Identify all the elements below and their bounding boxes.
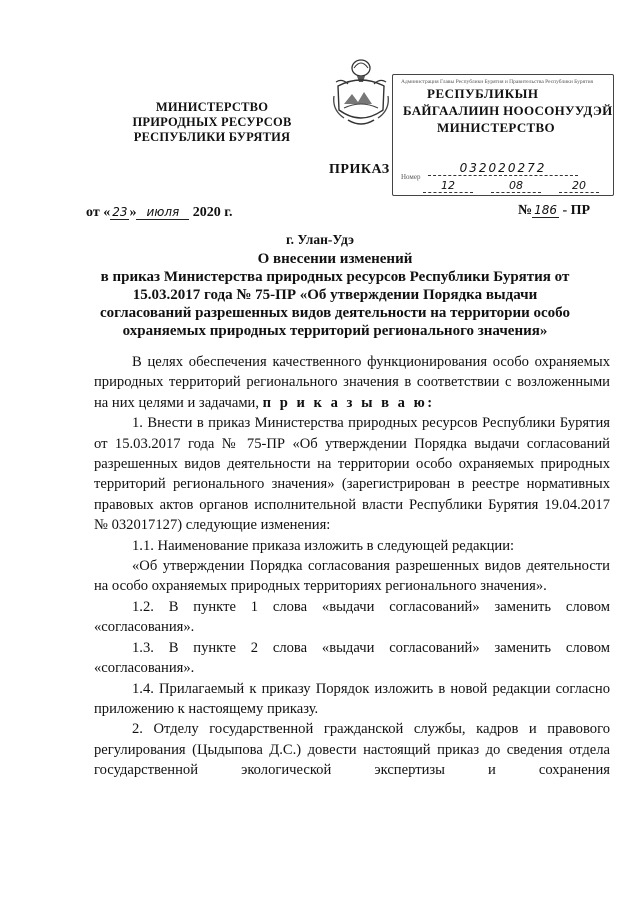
stamp-title-line-3: МИНИСТЕРСТВО [437,120,555,135]
paragraph-1: 1. Внести в приказ Министерства природных ресурсов Республики Бурятия от 15.03.2017 года № 75-ПР «Об утверждении Порядка выдачи согласований разрешенных видов деятельности на территории особо охраняемых природных территорий регионального значения» (зарегистрирован в реестре нормативных правовых актов органов исполнительной власти Республики Бурятия 19.04.2017 № 032017127) следующие изменения: [94,415,610,534]
order-directive: п р и к а з ы в а ю: [262,394,435,411]
order-date [86,205,233,221]
paragraph-1-2: 1.2. В пункте 1 слова «выдачи согласований» заменить словом «согласования». [94,598,610,636]
paragraph-1-1-text: «Об утверждении Порядка согласования разрешенных видов деятельности на особо охраняемых природных территориях регионального значения». [94,558,610,595]
title-line-2: в приказ Министерства природных ресурсов Республики Бурятия от [100,269,570,285]
stamp-registry-number: 032020272 [428,161,578,176]
date-prefix: от « [86,205,111,220]
ministry-line-1: МИНИСТЕРСТВО [155,100,269,114]
city: г. Улан-Удэ [286,232,354,247]
paragraph-preamble [94,352,610,413]
date-month: июля [136,205,189,220]
date-day: 23 [112,205,128,219]
stamp-title-line-1: РЕСПУБЛИКЫН [427,86,539,101]
preamble-text: В целях обеспечения качественного функционирования особо охраняемых природных территорий регионального значения в соответствии с возложенными на них целями и задачами, [94,354,610,411]
ministry-line-3: РЕСПУБЛИКИ БУРЯТИЯ [133,130,291,144]
title-line-4: согласований разрешенных видов деятельности на территории особо [100,305,570,321]
paragraph-1-1: 1.1. Наименование приказа изложить в следующей редакции: [132,537,515,554]
coat-of-arms-emblem [330,52,392,130]
order-number-prefix: № [518,203,533,218]
document-title [100,250,570,340]
title-line-5: охраняемых природных территорий регионального значения» [122,323,548,339]
paragraph-2: 2. Отделу государственной гражданской службы, кадров и правового регулирования (Цыдыпова Д.С.) довести настоящий приказ до сведения отдела государственной экологической экспертизы и сохранения [94,721,610,779]
stamp-date-year: 20 [559,179,599,193]
stamp-title-line-2: БАЙГААЛИИН НООСОНУУДЭЙ [403,103,613,118]
date-mid: » [129,205,137,220]
title-line-1: О внесении изменений [257,251,413,267]
document-body [94,352,610,781]
registration-stamp [392,74,614,196]
ministry-line-2: ПРИРОДНЫХ РЕСУРСОВ [132,115,292,129]
ministry-name [92,100,332,145]
stamp-date-day: 12 [423,179,473,193]
date-year: 2020 г. [192,205,233,220]
stamp-small-text: Администрация Главы Республики Бурятия и Правительства Республики Бурятия [401,79,594,85]
paragraph-1-4: 1.4. Прилагаемый к приказу Порядок изложить в новой редакции согласно приложению к настоящему приказу. [94,680,610,717]
stamp-date-month: 08 [491,179,541,193]
stamp-number-label: Номер [401,173,421,181]
title-line-3: 15.03.2017 года № 75-ПР «Об утверждении Порядка выдачи [132,287,538,303]
order-number-suffix: - ПР [558,203,591,218]
paragraph-1-3: 1.3. В пункте 2 слова «выдачи согласований» заменить словом «согласования». [94,639,610,677]
order-number-value: 186 [534,203,557,217]
order-number [518,203,590,219]
order-heading: ПРИКАЗ [329,162,390,177]
